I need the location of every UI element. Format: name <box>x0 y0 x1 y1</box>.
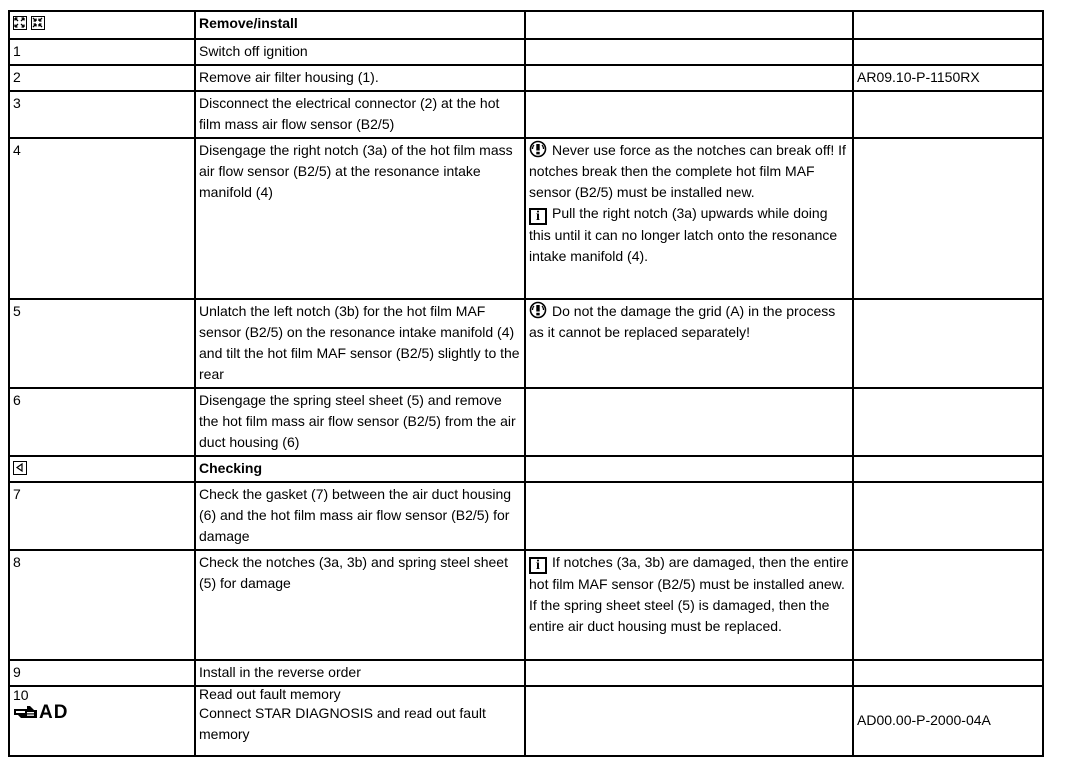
header-row <box>9 11 1043 39</box>
info-note: i Pull the right notch (3a) upwards while doing this until it can no longer latch onto the resonance intake manifold (4). <box>529 205 838 264</box>
step-number: 6 <box>9 388 195 456</box>
step-row <box>9 660 1043 686</box>
step-number: 2 <box>9 65 195 91</box>
collapse-all-icon[interactable] <box>31 16 45 30</box>
checking-title: Checking <box>195 456 525 482</box>
step-number: 9 <box>9 660 195 686</box>
step-number-cell <box>9 686 195 756</box>
step-row <box>9 686 1043 756</box>
info-note: i If notches (3a, 3b) are damaged, then the entire hot film MAF sensor (B2/5) must be installed anew. If the spring sheet steel (5) is damaged, then the entire air duct housing must be replaced. <box>529 554 849 634</box>
procedure-table <box>8 10 1044 757</box>
step-row <box>9 91 1043 138</box>
step-reference <box>853 299 1043 388</box>
warning-note: Do not the damage the grid (A) in the process as it cannot be replaced separately! <box>529 303 836 340</box>
step-reference-link[interactable]: AR09.10-P-1150RX <box>853 65 1043 91</box>
step-row <box>9 138 1043 299</box>
step-notes <box>525 138 853 299</box>
step-row <box>9 482 1043 550</box>
warning-note: Never use force as the notches can break off! If notches break then the complete hot film MAF sensor (B2/5) must be installed new. <box>529 142 846 200</box>
info-icon: i <box>529 208 547 225</box>
step-reference-link[interactable]: AD00.00-P-2000-04A <box>853 686 1043 756</box>
warning-icon <box>529 301 547 319</box>
step-notes <box>525 299 853 388</box>
step-row <box>9 550 1043 660</box>
step-number: 5 <box>9 299 195 388</box>
step-reference <box>853 91 1043 138</box>
ad-diagnosis-link[interactable] <box>13 702 191 726</box>
step-action: Check the notches (3a, 3b) and spring steel sheet (5) for damage <box>195 550 525 660</box>
expand-all-icon[interactable] <box>13 16 27 30</box>
checking-header-row <box>9 456 1043 482</box>
step-reference <box>853 388 1043 456</box>
step-action: Disengage the right notch (3a) of the hot film mass air flow sensor (B2/5) at the resonance intake manifold (4) <box>195 138 525 299</box>
step-number: 10 <box>13 687 29 703</box>
collapse-section-icon[interactable] <box>13 461 27 475</box>
step-action: Switch off ignition <box>195 39 525 65</box>
step-number: 8 <box>9 550 195 660</box>
hand-pointer-icon <box>13 703 39 721</box>
step-reference <box>853 138 1043 299</box>
task-title: Remove/install <box>195 11 525 39</box>
step-action: Install in the reverse order <box>195 660 525 686</box>
warning-icon <box>529 140 547 158</box>
step-number: 1 <box>9 39 195 65</box>
step-number: 4 <box>9 138 195 299</box>
step-reference <box>853 660 1043 686</box>
step-reference <box>853 39 1043 65</box>
step-row <box>9 299 1043 388</box>
step-action: Remove air filter housing (1). <box>195 65 525 91</box>
step-action: Disconnect the electrical connector (2) at the hot film mass air flow sensor (B2/5) <box>195 91 525 138</box>
step-action: Check the gasket (7) between the air duct housing (6) and the hot film mass air flow sensor (B2/5) for damage <box>195 482 525 550</box>
ad-label: AD <box>39 702 69 723</box>
step-reference <box>853 550 1043 660</box>
step-row <box>9 39 1043 65</box>
step-action: Unlatch the left notch (3b) for the hot film MAF sensor (B2/5) on the resonance intake manifold (4) and tilt the hot film MAF sensor (B2/5) slightly to the rear <box>195 299 525 388</box>
step-notes <box>525 550 853 660</box>
expand-icons-cell <box>9 11 195 39</box>
info-icon: i <box>529 557 547 574</box>
step-action: Read out fault memory Connect STAR DIAGNOSIS and read out fault memory <box>195 686 525 756</box>
step-number: 7 <box>9 482 195 550</box>
collapse-cell <box>9 456 195 482</box>
step-row <box>9 65 1043 91</box>
step-reference <box>853 482 1043 550</box>
step-number: 3 <box>9 91 195 138</box>
step-row <box>9 388 1043 456</box>
step-action: Disengage the spring steel sheet (5) and remove the hot film mass air flow sensor (B2/5) from the air duct housing (6) <box>195 388 525 456</box>
